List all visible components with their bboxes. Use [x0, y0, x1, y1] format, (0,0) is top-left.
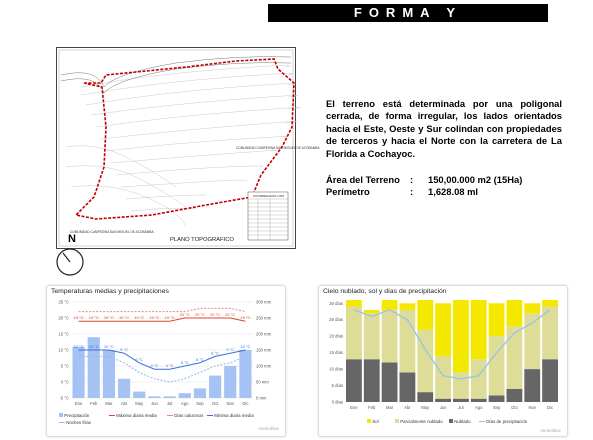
min-temp-label: 4 °C — [165, 363, 174, 369]
x-tick-label: May — [135, 401, 144, 406]
precip-bar — [73, 347, 85, 398]
min-temp-label: 6 °C — [135, 356, 144, 362]
partly-cloudy-bar — [524, 313, 540, 369]
y-right-tick-label: 150 mm — [256, 347, 272, 353]
sun-bar — [524, 303, 540, 313]
sun-bar — [364, 310, 380, 313]
y-tick-label: 25 días — [329, 317, 343, 323]
x-tick-label: Jun — [439, 405, 447, 410]
min-temp-label: 10 °C — [240, 344, 251, 349]
x-tick-label: Jul — [458, 405, 464, 410]
cloudy-bar — [507, 389, 523, 402]
cloudy-bar — [382, 363, 398, 402]
sun-bar — [542, 300, 558, 307]
min-temp-label: 4 °C — [150, 363, 159, 369]
partly-cloudy-bar — [453, 372, 469, 398]
coordinates-table — [248, 192, 288, 240]
partly-cloudy-bar — [364, 313, 380, 359]
max-temp-label: 20 °C — [225, 312, 236, 317]
x-tick-label: Dic — [242, 401, 249, 406]
precip-bar — [209, 376, 221, 398]
cloudy-bar — [542, 359, 558, 402]
area-value: 150,00.000 m2 (15Ha) — [428, 174, 523, 185]
y-left-tick-label: 15 °C — [58, 331, 69, 337]
partly-cloudy-bar — [346, 307, 362, 360]
legend-max: Máxima diaria media — [109, 413, 157, 418]
community-right-label: COMUNIDAD CAMPESINA SAN MIGUEL DE ACOBAMBA — [236, 146, 320, 150]
sun-bar — [507, 300, 523, 326]
min-temp-label: 8 °C — [211, 350, 219, 356]
x-tick-label: Mar — [385, 405, 394, 410]
precip-bar — [164, 396, 176, 398]
partly-cloudy-bar — [471, 359, 487, 398]
cloudy-bar — [524, 369, 540, 402]
sun-bar — [346, 300, 362, 307]
precip-bar — [118, 379, 130, 398]
y-left-tick-label: 5 °C — [60, 363, 69, 369]
legend-cloudy: Nublado — [449, 419, 471, 424]
x-tick-label: Jul — [166, 401, 173, 406]
max-temp-label: 19 °C — [73, 315, 84, 321]
y-tick-label: 10 días — [329, 366, 343, 372]
legend-precip-days: Días de precipitación — [479, 419, 527, 424]
x-tick-label: Feb — [90, 401, 98, 406]
cloudy-bar — [489, 395, 505, 402]
cloudy-bar — [453, 399, 469, 402]
sun-bar — [453, 300, 469, 372]
cloud-chart-brand: meteoblue — [540, 428, 561, 433]
x-tick-label: Ago — [475, 405, 483, 410]
x-tick-label: Ene — [350, 405, 358, 410]
precip-bar — [133, 392, 145, 398]
legend-precip: Precipitación — [59, 413, 89, 418]
y-left-tick-label: 0 °C — [60, 379, 69, 385]
perimeter-separator: : — [410, 186, 414, 197]
max-temp-label: 19 °C — [134, 315, 145, 321]
y-tick-label: 20 días — [329, 333, 343, 339]
sun-bar — [435, 303, 451, 356]
y-tick-label: 15 días — [329, 350, 343, 356]
y-left-tick-label: -5 °C — [59, 395, 69, 401]
area-separator: : — [410, 174, 414, 185]
max-temp-label: 19 °C — [119, 315, 130, 321]
area-label: Área del Terreno — [326, 174, 400, 185]
description-text: El terreno está determinada por una poligonal cerrada, de forma irregular, los lados orientados hacia el Este, Oeste y Sur colindan con propiedades de terceros y hacia el Norte con la carretera de La Florida a Cochayoc. — [326, 98, 562, 159]
max-temp-label: 19 °C — [103, 315, 114, 321]
hot-days-line — [79, 308, 246, 311]
partly-cloudy-bar — [382, 310, 398, 363]
cloud-chart-card — [318, 285, 568, 437]
x-tick-label: Nov — [528, 405, 536, 410]
max-temp-label: 19 °C — [88, 315, 99, 321]
page-title: FORMA Y ORIENTACION — [268, 4, 548, 22]
x-tick-label: Oct — [511, 405, 518, 410]
y-tick-label: 30 días — [329, 300, 343, 306]
min-temp-label: 9 °C — [120, 347, 128, 353]
sun-bar — [471, 300, 487, 359]
x-tick-label: Dic — [547, 405, 554, 410]
max-temp-label: 19 °C — [240, 315, 251, 321]
max-temp-label: 19 °C — [164, 315, 175, 321]
sun-bar — [489, 303, 505, 336]
min-temp-label: 10 °C — [88, 344, 99, 349]
precip-bar — [179, 393, 191, 398]
precip-bar — [148, 396, 160, 398]
precip-bar — [239, 350, 251, 398]
cloudy-bar — [364, 359, 380, 402]
y-tick-label: 5 días — [331, 383, 343, 389]
cloud-chart — [319, 286, 567, 436]
legend-min: Mínima diaria media — [207, 413, 254, 418]
partly-cloudy-bar — [507, 326, 523, 389]
x-tick-label: Feb — [368, 405, 376, 410]
y-right-tick-label: 0 mm — [256, 395, 267, 401]
y-left-tick-label: 10 °C — [58, 347, 69, 353]
temperature-chart-card — [46, 285, 286, 437]
legend-hot: Días calurosos — [167, 413, 203, 418]
max-temp-label: 20 °C — [210, 312, 221, 317]
cloudy-bar — [417, 392, 433, 402]
legend-cold: Noches frías — [59, 420, 91, 425]
precip-bar — [103, 350, 115, 398]
min-temp-label: 9 °C — [226, 347, 235, 353]
cloudy-bar — [346, 359, 362, 402]
x-tick-label: Sep — [492, 405, 501, 410]
compass-icon — [55, 247, 85, 277]
precip-bar — [194, 388, 206, 398]
cloudy-bar — [400, 372, 416, 402]
min-temp-label: 10 °C — [103, 344, 114, 349]
y-right-tick-label: 50 mm — [256, 379, 269, 385]
topographic-plan — [56, 47, 320, 249]
x-tick-label: Mar — [105, 401, 113, 406]
min-temp-label: 5 °C — [180, 360, 189, 365]
y-left-tick-label: 25 °C — [58, 299, 69, 305]
cloud-chart-title: Cielo nublado, sol y días de precipitación — [323, 288, 447, 295]
max-temp-label: 20 °C — [194, 312, 205, 317]
perimeter-label: Perímetro — [326, 186, 370, 197]
temperature-chart-title: Temperaturas medias y precipitaciones — [51, 288, 169, 295]
x-tick-label: Nov — [226, 401, 234, 406]
plan-title: PLANO TOPOGRAFICO — [170, 237, 234, 243]
cloudy-bar — [471, 399, 487, 402]
max-temp-label: 19 °C — [149, 315, 160, 321]
y-right-tick-label: 100 mm — [256, 363, 272, 369]
max-temp-label: 20 °C — [179, 312, 190, 317]
x-tick-label: Abr — [120, 401, 128, 406]
cloudy-bar — [435, 399, 451, 402]
x-tick-label: Abr — [404, 405, 411, 410]
x-tick-label: May — [421, 405, 430, 410]
community-bottom-label: COMUNIDAD CAMPESINA SAN MIGUEL DE ACOBAMBA — [70, 230, 154, 234]
x-tick-label: Sep — [196, 401, 204, 406]
x-tick-label: Ene — [74, 401, 83, 406]
y-right-tick-label: 200 mm — [256, 331, 272, 337]
sun-bar — [417, 300, 433, 330]
y-right-tick-label: 250 mm — [256, 315, 272, 321]
y-tick-label: 0 días — [331, 399, 343, 405]
x-tick-label: Jun — [151, 401, 158, 406]
legend-sun: Sol — [367, 419, 379, 424]
temperature-chart-brand: meteoblue — [258, 426, 279, 431]
north-label: N — [68, 233, 76, 245]
min-temp-label: 10 °C — [73, 344, 84, 349]
y-left-tick-label: 20 °C — [58, 315, 69, 321]
sun-bar — [400, 303, 416, 310]
coordinates-table-title: COORDENADAS UTM — [253, 194, 284, 198]
sun-bar — [382, 300, 398, 310]
precip-bar — [224, 366, 236, 398]
x-tick-label: Ago — [181, 401, 189, 406]
y-right-tick-label: 300 mm — [256, 299, 272, 305]
partly-cloudy-bar — [489, 336, 505, 395]
min-temp-label: 6 °C — [196, 356, 204, 362]
legend-partly: Parcialmente nublado — [395, 419, 443, 424]
perimeter-value: 1,628.08 ml — [428, 186, 479, 197]
x-tick-label: Oct — [211, 401, 219, 406]
